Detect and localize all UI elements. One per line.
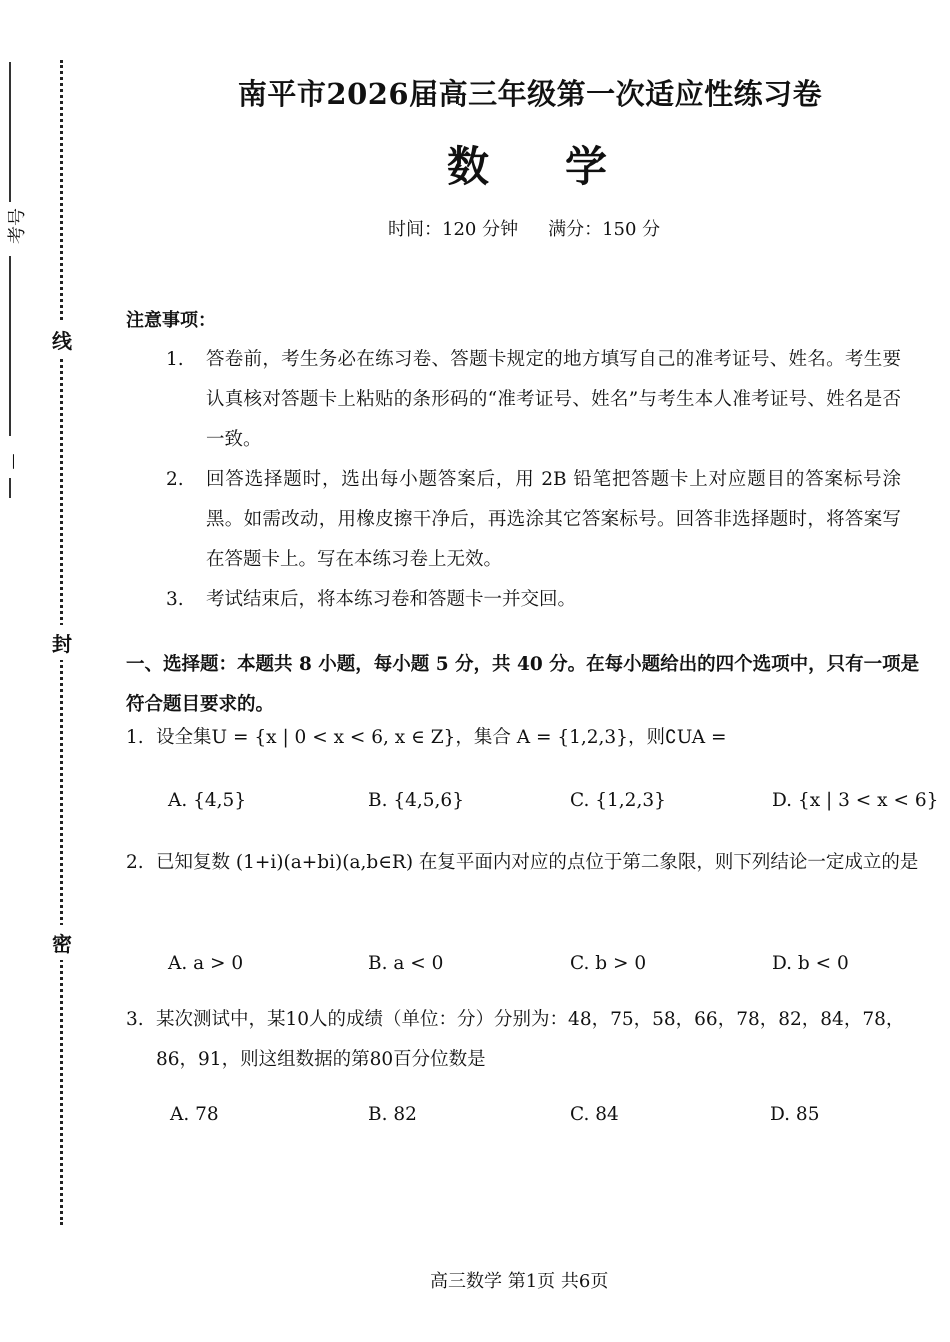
exam-meta <box>388 215 660 241</box>
notice-item-number: 1. <box>166 349 184 370</box>
exam-full-score: 满分：150 分 <box>548 219 661 240</box>
option-d: D. b < 0 <box>772 953 849 974</box>
notice-item-text: 考试结束后，将本练习卷和答题卡一并交回。 <box>206 589 577 610</box>
option-b: B. 82 <box>368 1104 417 1125</box>
notice-heading: 注意事项： <box>126 310 216 331</box>
question-text: 已知复数 (1+i)(a+bi)(a,b∈R) 在复平面内对应的点位于第二象限，则下列结论一定成立的是 <box>156 852 919 873</box>
option-c: C. b > 0 <box>570 953 647 974</box>
question-number: 1. <box>126 727 144 748</box>
margin-line-lower <box>9 478 11 498</box>
option-c: C. {1,2,3} <box>570 790 666 811</box>
margin-line-middle <box>9 256 11 436</box>
option-d: D. {x | 3 < x < 6} <box>772 790 939 811</box>
option-a: A. {4,5} <box>168 790 247 811</box>
subject-char-2: 学 <box>565 142 608 191</box>
option-c: C. 84 <box>570 1104 619 1125</box>
margin-char-mi: 密 <box>49 925 75 960</box>
page-footer: 高三数学 第1页 共6页 <box>430 1271 609 1292</box>
notice-item-number: 2. <box>166 469 184 490</box>
subject-char-1: 数 <box>447 142 490 191</box>
question-number: 3. <box>126 1009 144 1030</box>
subject-title <box>447 134 607 194</box>
question-2 <box>126 843 919 883</box>
question-1 <box>126 718 727 758</box>
option-a: A. a > 0 <box>168 953 244 974</box>
question-text: 设全集U = {x | 0 < x < 6, x ∈ Z}，集合 A = {1,2,3}，则∁UA = <box>156 727 727 748</box>
exam-time: 时间：120 分钟 <box>388 219 519 240</box>
section-heading: 一、选择题：本题共 8 小题，每小题 5 分，共 40 分。在每小题给出的四个选项中，只有一项是符合题目要求的。 <box>126 654 920 715</box>
exam-title: 南平市2026届高三年级第一次适应性练习卷 <box>237 77 823 111</box>
question-text: 某次测试中，某10人的成绩（单位：分）分别为：48，75，58，66，78，82，84，78，86，91，则这组数据的第80百分位数是 <box>156 1009 905 1070</box>
margin-char-xian: 线 <box>49 322 75 357</box>
option-b: B. {4,5,6} <box>368 790 464 811</box>
option-a: A. 78 <box>170 1104 219 1125</box>
kaohao-label: 考号 <box>7 208 28 244</box>
margin-tick-mark: — <box>2 453 22 470</box>
margin-char-feng: 封 <box>49 625 75 660</box>
notice-item-text: 答卷前，考生务必在练习卷、答题卡规定的地方填写自己的准考证号、姓名。考生要认真核对答题卡上粘贴的条形码的“准考证号、姓名”与考生本人准考证号、姓名是否一致。 <box>206 349 901 450</box>
question-number: 2. <box>126 852 144 873</box>
notice-item-text: 回答选择题时，选出每小题答案后，用 2B 铅笔把答题卡上对应题目的答案标号涂黑。如需改动，用橡皮擦干净后，再选涂其它答案标号。回答非选择题时，将答案写在答题卡上。写在本练习卷上无效。 <box>206 469 901 570</box>
option-b: B. a < 0 <box>368 953 444 974</box>
notice-item-number: 3. <box>166 589 184 610</box>
question-3 <box>126 1000 905 1070</box>
option-d: D. 85 <box>770 1104 820 1125</box>
